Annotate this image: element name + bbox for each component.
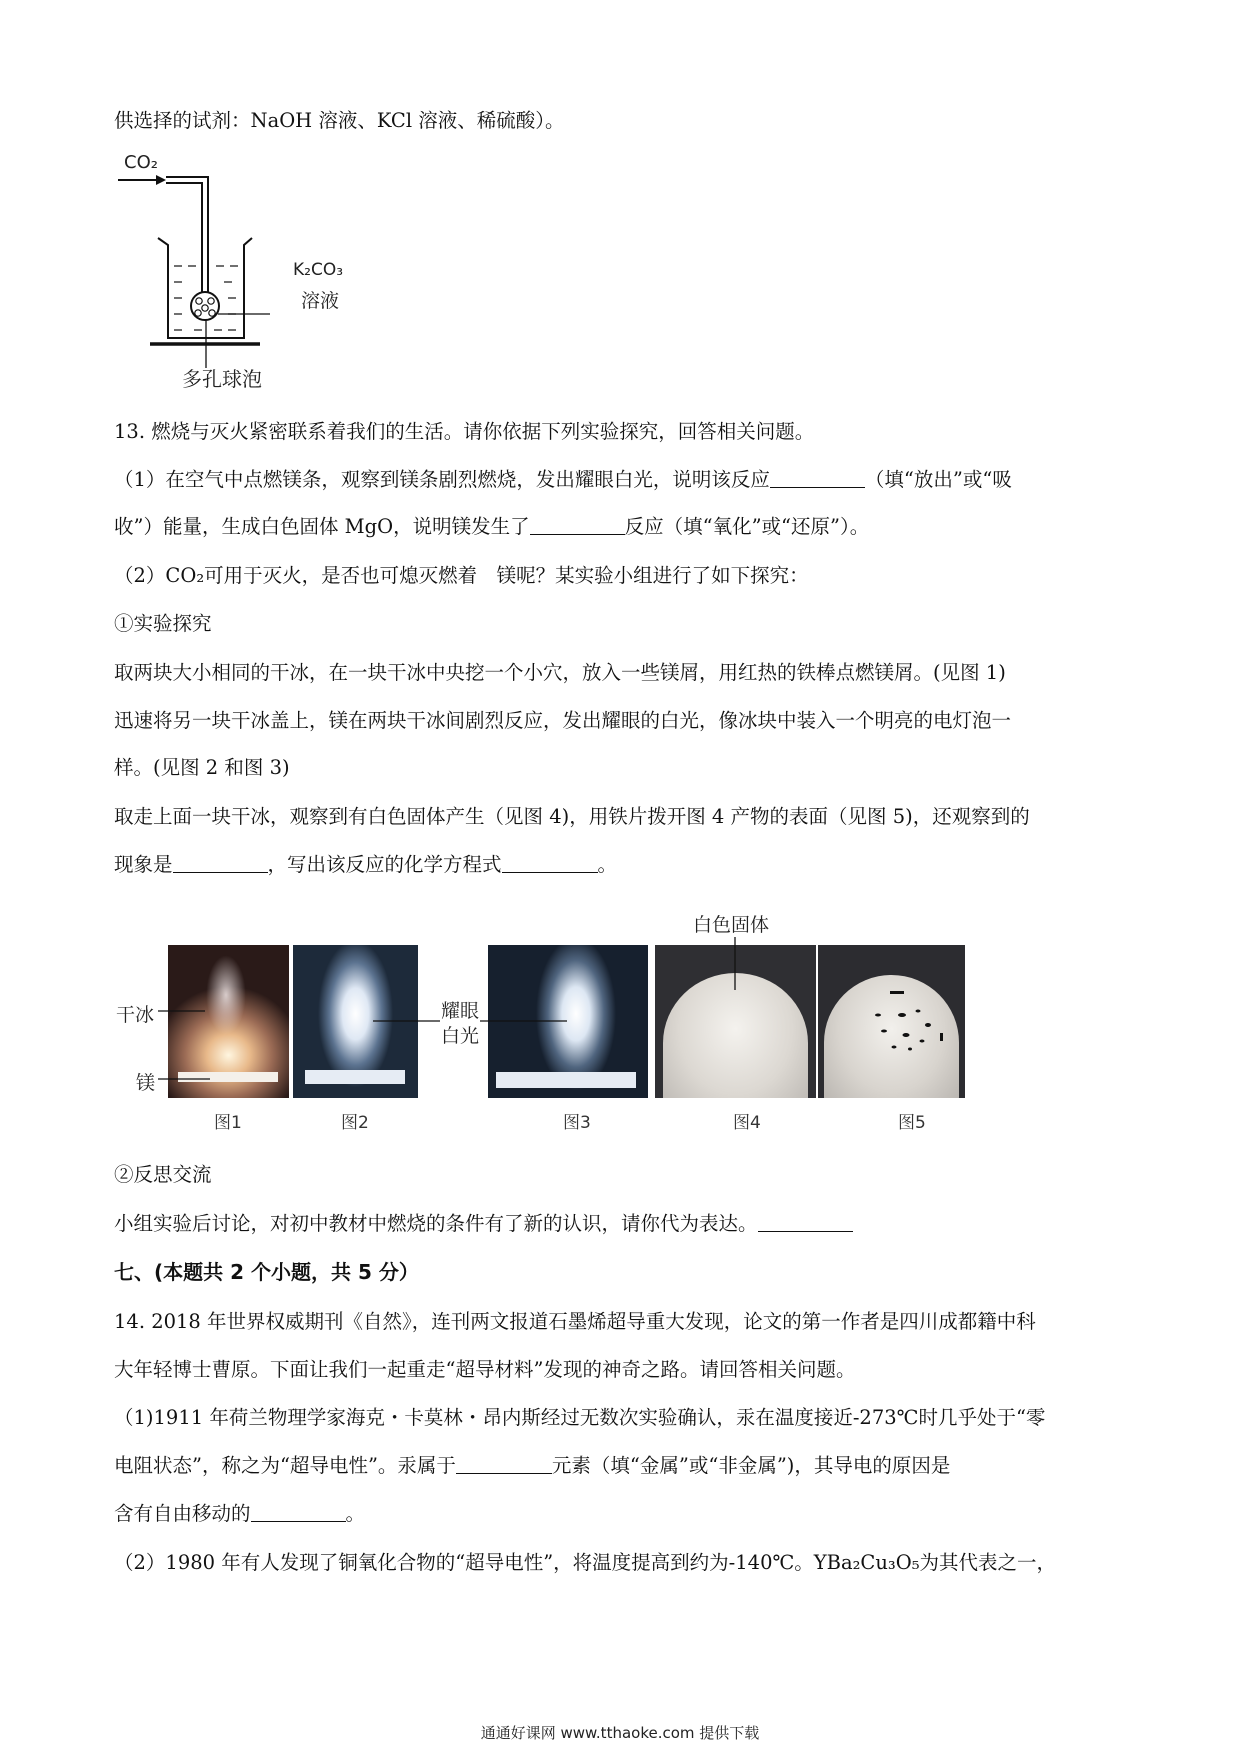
caption-fig-1: 图1 [214, 1113, 242, 1133]
answer-blank-4[interactable] [502, 852, 598, 873]
reflect-line [114, 1211, 853, 1237]
reflect-title: ②反思交流 [114, 1163, 212, 1186]
q14-p1-line-2 [114, 1453, 950, 1479]
q13-p1-line1 [114, 467, 1012, 493]
q14-p1-b1: 电阻状态”，称之为“超导电性”。汞属于 [114, 1454, 456, 1477]
q13-p1-text-d: 反应（填“氧化”或“还原”）。 [624, 515, 870, 538]
q14-line-1: 14. 2018 年世界权威期刊《自然》，连刊两文报道石墨烯超导重大发现，论文的第一作者是四川成都籍中科 [114, 1310, 1036, 1333]
explore-line-2: 迅速将另一块干冰盖上，镁在两块干冰间剧烈反应，发出耀眼的白光，像冰块中装入一个明亮的电灯泡一 [114, 709, 1012, 732]
q14-p1-line-1: （1)1911 年荷兰物理学家海克・卡莫林・昂内斯经过无数次实验确认，汞在温度接近-273℃时几乎处于“零 [114, 1406, 1046, 1429]
black-particles-svg [818, 945, 965, 1098]
caption-fig-3: 图3 [563, 1113, 591, 1133]
bulb-label: 多孔球泡 [182, 367, 262, 391]
figure-2-photo [293, 945, 418, 1098]
q13-p1-text-c: 收”）能量，生成白色固体 MgO，说明镁发生了 [114, 515, 530, 538]
reagent-formula-label: K₂CO₃ [293, 260, 344, 280]
label-bright-1: 耀眼 [441, 1000, 480, 1022]
figure-3-photo [488, 945, 648, 1098]
label-bright-2: 白光 [441, 1025, 480, 1047]
q14-line-2: 大年轻博士曹原。下面让我们一起重走“超导材料”发现的神奇之路。请回答相关问题。 [114, 1358, 856, 1381]
co2-label: CO₂ [124, 152, 158, 173]
explore-title: ①实验探究 [114, 612, 212, 635]
figure-1-photo [168, 945, 289, 1098]
section-7-heading: 七、(本题共 2 个小题，共 5 分） [114, 1260, 419, 1284]
figure-4-photo [655, 945, 816, 1098]
q14-p2-line-1: （2）1980 年有人发现了铜氧化合物的“超导电性”，将温度提高到约为-140℃。YBa₂Cu₃O₅为其代表之一， [114, 1551, 1057, 1574]
explore-5a: 现象是 [114, 853, 173, 876]
page-footer: 通通好课网 www.tthaoke.com 提供下载 [480, 1724, 760, 1742]
q14-p1-c2: 。 [345, 1502, 366, 1525]
answer-blank-5[interactable] [758, 1211, 853, 1232]
q13-p1-line2 [114, 514, 869, 540]
answer-blank-7[interactable] [251, 1501, 346, 1522]
apparatus-diagram [110, 150, 370, 395]
q13-p1-text-a: （1）在空气中点燃镁条，观察到镁条剧烈燃烧，发出耀眼白光，说明该反应 [114, 468, 770, 491]
reflect-text: 小组实验后讨论，对初中教材中燃烧的条件有了新的认识，请你代为表达。 [114, 1212, 758, 1235]
explore-line-5 [114, 852, 617, 878]
answer-blank-3[interactable] [173, 852, 268, 873]
explore-5b: ，写出该反应的化学方程式 [267, 853, 502, 876]
explore-5c: 。 [597, 853, 618, 876]
explore-line-3: 样。(见图 2 和图 3) [114, 756, 290, 779]
caption-fig-5: 图5 [898, 1113, 926, 1133]
bulb-icon [191, 292, 219, 320]
answer-blank-6[interactable] [456, 1453, 552, 1474]
caption-fig-4: 图4 [733, 1113, 761, 1133]
q14-p1-line-3 [114, 1501, 365, 1527]
figure-5-photo [818, 945, 965, 1098]
answer-blank-2[interactable] [530, 514, 625, 535]
q13-p1-text-b: （填“放出”或“吸 [864, 468, 1012, 491]
label-mg: 镁 [136, 1072, 156, 1094]
q14-p1-b2: 元素（填“金属”或“非金属”)，其导电的原因是 [551, 1454, 951, 1477]
arrow-icon [156, 175, 166, 185]
explore-line-1: 取两块大小相同的干冰，在一块干冰中央挖一个小穴，放入一些镁屑，用红热的铁棒点燃镁屑。(见图 1) [114, 661, 1006, 684]
answer-blank-1[interactable] [770, 467, 865, 488]
q13-p2: （2）CO₂可用于灭火，是否也可熄灭燃着 镁呢？某实验小组进行了如下探究： [114, 564, 809, 587]
label-dry-ice: 干冰 [116, 1004, 155, 1026]
explore-line-4: 取走上面一块干冰，观察到有白色固体产生（见图 4)，用铁片拨开图 4 产物的表面（见图 5)，还观察到的 [114, 805, 1030, 828]
q13-stem: 13. 燃烧与灭火紧密联系着我们的生活。请你依据下列实验探究，回答相关问题。 [114, 420, 815, 443]
intro-line: 供选择的试剂：NaOH 溶液、KCl 溶液、稀硫酸）。 [114, 109, 565, 132]
reagent-word-label: 溶液 [301, 290, 340, 312]
q14-p1-c1: 含有自由移动的 [114, 1502, 251, 1525]
caption-fig-2: 图2 [341, 1113, 369, 1133]
label-white-solid: 白色固体 [693, 914, 770, 936]
